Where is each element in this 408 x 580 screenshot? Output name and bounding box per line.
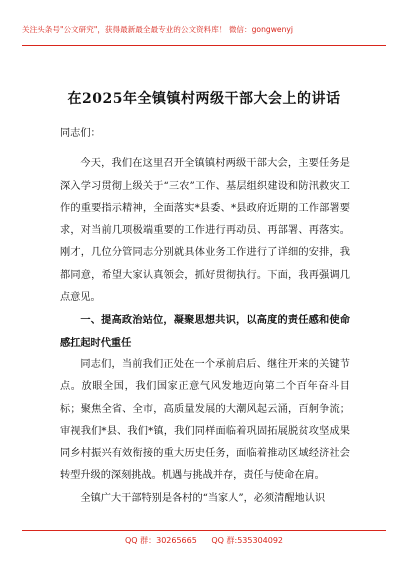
section-heading-1: 一、提高政治站位，凝聚思想共识，以高度的责任感和使命感扛起时代重任 — [60, 314, 350, 349]
footer-qq-group-1: QQ 群：30265665 — [124, 536, 197, 545]
document-body — [60, 123, 350, 510]
paragraph-section-2: 全镇广大干部特别是各村的“当家人”，必须清醒地认识 — [80, 492, 326, 504]
paragraph-section-1: 同志们，当前我们正处在一个承前启后、继往开来的关键节点。放眼全国，我们国家正意气风发地迈向第二个百年奋斗目标；聚焦全省、全市，高质量发展的大潮风起云涌，百舸争流；审视我们*县、我们*镇，我们同样面临着巩固拓展脱贫攻坚成果同乡村振兴有效衔接的重大历史任务，面临着推动区域经济社会转型升级的深刻挑战。机遇与挑战并存，责任与使命在肩。 — [60, 358, 350, 482]
header-divider — [22, 45, 386, 46]
header-banner: 关注头条号"公文研究"，获得最新最全最专业的公文资料库！ 微信：gongwenyj — [22, 25, 294, 34]
paragraph-intro: 今天，我们在这里召开全镇镇村两级干部大会，主要任务是深入学习贯彻上级关于“三农”工作、基层组织建设和防汛救灾工作的重要指示精神，全面落实*县委、*县政府近期的工作部署要求，对当前几项极端重要的工作进行再动员、再部署、再落实。刚才，几位分管同志分别就具体业务工作进行了详细的安排，我都同意，希望大家认真领会，抓好贯彻执行。下面，我再强调几点意见。 — [60, 158, 350, 304]
footer-qq-group-2: QQ 群:535304092 — [211, 536, 284, 545]
footer-banner — [0, 535, 408, 546]
salutation: 同志们： — [60, 128, 101, 139]
document-title: 在2025年全镇镇村两级干部大会上的讲话 — [67, 91, 341, 107]
footer-divider — [22, 530, 386, 531]
